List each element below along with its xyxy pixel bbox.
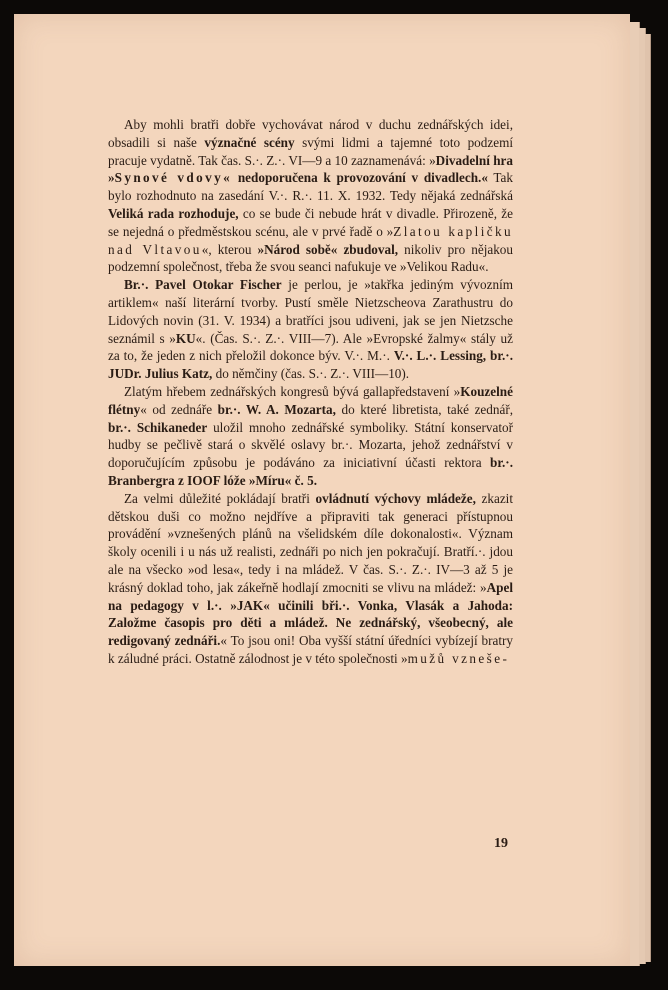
text-run: br.·. Schikaneder	[108, 419, 208, 435]
text-run: Zlatým hřebem zednářských kongresů bývá gallapředstavení »	[124, 383, 461, 399]
text-run: »Národ sobě« zbudoval,	[257, 241, 399, 257]
text-run: «, kterou	[201, 241, 258, 257]
text-run: Br.·. Pavel Otokar Fischer	[124, 277, 282, 293]
text-run: je perlou, je »takřka jediným vývozním artiklem« naší literární tvorby. Pustí směle Nietzscheova Zarathustru do Lidových novin (31. V. 1934) a bratříci jsou udiveni, jak se jen Nietzsche seznámil s »	[108, 277, 513, 346]
text-run: «. (Čas. S.·. Z.·. VIII—7). Ale »Evropské žalmy« stály už za to, že jeden z nich přeložil dokonce býv. V.·. M.·.	[108, 330, 513, 364]
paragraph	[108, 116, 513, 276]
text-run: Synové vdovy«	[114, 170, 233, 186]
text-run: nedoporučena k provozování v divadlech.«	[232, 170, 488, 186]
text-run: co se bude či nebude hrát v divadle. Přirozeně, že se nejedná o předměstskou scénu, ale v prvé řadě o »	[108, 205, 514, 239]
paragraph	[108, 490, 513, 668]
text-run: Divadelní hra »	[108, 152, 513, 186]
text-run: ovládnutí výchovy mládeže,	[315, 490, 476, 506]
body-text	[108, 116, 513, 668]
text-run: význačné scény	[204, 134, 295, 150]
text-run: svými lidmi a tajemné toto podzemí pracuje vydatně. Tak čas. S.·. Z.·. VI—9 a 10 zaznamenává: »	[108, 134, 513, 168]
text-run: mužů vzneše-	[407, 650, 510, 666]
page-number: 19	[494, 836, 508, 851]
paragraph	[108, 383, 513, 490]
page-edge	[645, 34, 651, 962]
text-run: do němčiny (čas. S.·. Z.·. VIII—10).	[212, 366, 410, 382]
text-run: Apel na pedagogy v l.·. »JAK« učinili bři.·. Vonka, Vlasák a Jahoda: Založme časopis pro děti a mládež. Ne zednářský, všeobecný, ale redigovaný zednáři.	[108, 579, 513, 649]
text-run: Veliká rada rozhoduje,	[108, 205, 239, 221]
text-run: Aby mohli bratři dobře vychovávat národ v duchu zednářských idei, obsadili si naše	[108, 117, 513, 150]
text-run: « To jsou oni! Oba vyšší státní úředníci vybízejí bratry k záludné práci. Ostatně zálodnost je v této společnosti »	[108, 633, 513, 666]
text-run: V.·. L.·. Lessing, br.·. JUDr. Julius Katz,	[108, 348, 513, 382]
text-run: uložil mnoho zednářské symboliky. Státní konservatoř hudby se pečlivě stará o skvělé oslavy br.·. Mozarta, jehož zednářství v doporučujícím způsobu je podáváno za iniciativní účasti rektora	[108, 419, 513, 471]
text-run: KU	[175, 330, 196, 346]
text-run: « od zednáře	[140, 401, 218, 417]
text-run: Zlatou kapličku nad Vltavou	[108, 223, 513, 257]
text-run: zkazit dětskou duši co možno nejdříve a připraviti tak generaci přístupnou provádění »vznešených plánů na všelidském díle dokonalosti«. Význam školy ocenili i u nás už realisti, zednáři po nich jen pokračují. Bratří.·. jdou ale na všecko »od lesa«, tedy i na mládež. V čas. S.·. Z.·. IV—3 až 5 je krásný doklad toho, jak zákeřně hodlají zmocniti se vlivu na mládež: »	[108, 490, 514, 595]
text-run: Kouzelné flétny	[108, 383, 513, 417]
text-run: Za velmi důležité pokládají bratři	[124, 490, 316, 506]
text-run: br.·. W. A. Mozarta,	[217, 401, 336, 417]
text-run: br.·. Branbergra z IOOF lóže »Míru« č. 5.	[108, 455, 513, 488]
text-run: Tak bylo rozhodnuto na zasedání V.·. R.·. 11. X. 1932. Tedy nějaká zednářská	[108, 170, 514, 204]
text-run: nikoliv pro nějakou podzemní společnost, třeba že svou seanci nafukuje ve »Velikou Radu«.	[108, 241, 513, 275]
paragraph	[108, 276, 513, 383]
text-run: do které libretista, také zednář,	[335, 401, 514, 417]
